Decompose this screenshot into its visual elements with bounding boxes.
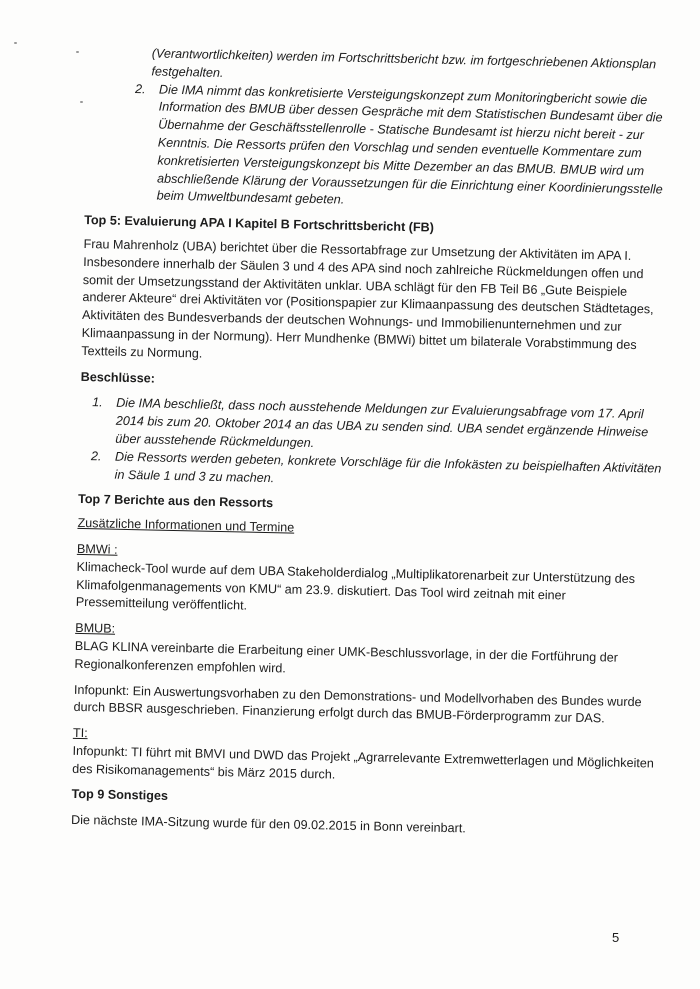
list-item-text: Die Ressorts werden gebeten, konkrete Vorschläge für die Infokästen zu beispielhaften Aktivitäten in Säule 1 und 3 zu machen. <box>114 449 662 485</box>
bmwi-label: BMWi : <box>76 541 118 557</box>
ti-paragraph: Infopunkt: TI führt mit BMVI und DWD das Projekt „Agrarrelevante Extremwetterlagen und Möglichkeiten des Risikomanagements“ bis März 2015 durch. <box>72 743 655 782</box>
list-item-text: Die IMA beschließt, dass noch ausstehende Meldungen zur Evaluierungsabfrage vom 17. April 2014 bis zum 20. Oktober 2014 an das UBA zu senden sind. UBA sendet ergänzende Hinweise über ausstehende Rückmeldungen. <box>115 396 649 450</box>
page-number: 5 <box>612 930 620 945</box>
list-number: 2. <box>134 81 146 96</box>
bmwi-paragraph: Klimacheck-Tool wurde auf dem UBA Stakeholderdialog „Multiplikatorenarbeit zur Unterstützung des Klimafolgenmanagements von KMU“ am 23.9. diskutiert. Das Tool wird zeitnah mit einer Pressemitteilung veröffentlicht. <box>75 559 636 613</box>
scan-speck <box>80 101 83 103</box>
zusatz-heading: Zusätzliche Informationen und Termine <box>77 516 295 535</box>
top5-heading: Top 5: Evaluierung APA I Kapitel B Fortschrittsbericht (FB) <box>84 213 435 235</box>
bmub-info-paragraph: Infopunkt: Ein Auswertungsvorhaben zu den Demonstrations- und Modellvorhaben des Bundes wurde durch BBSR ausgeschrieben. Finanzierung erfolgt durch das BMUB-Förderprogramm zur DAS. <box>73 682 642 726</box>
bmub-label: BMUB: <box>75 620 116 636</box>
continuation-text: (Verantwortlichkeiten) werden im Fortschrittsbericht bzw. im fortgeschriebenen Aktionsplan festgehalten. <box>151 46 657 80</box>
top9-heading: Top 9 Sonstiges <box>71 787 169 804</box>
top5-paragraph: Frau Mahrenholz (UBA) berichtet über die Ressortabfrage zur Umsetzung der Aktivitäten im APA I. Insbesondere innerhalb der Säulen 3 und 4 des APA sind noch zahlreiche Rückmeldungen offen und somit der Umsetzungsstand der Aktivitäten unklar. UBA schlägt für den FB Teil B6 „Gute Beispiele anderer Akteure“ drei Aktivitäten vor (Positionspapier zur Klimaanpassung des deutschen Städtetages, Aktivitäten des Bundesverbands der deutschen Wohnungs- und Immobilienunternehmen und zur Klimaanpassung in der Normung). Herr Mundhenke (BMWi) bittet um bilaterale Vorabstimmung des Textteils zu Normung. <box>81 236 654 361</box>
list-number: 2. <box>90 448 102 464</box>
list-item-text: Die IMA nimmt das konkretisierte Versteigungskonzept zum Monitoringbericht sowie die Information des BMUB über dessen Gespräche mit dem Statistischen Bundesamt über die Übernahme der Geschäftsstellenrolle - Statische Bundesamt ist hierzu nicht bereit - zur Kenntnis. Die Ressorts prüfen den Vorschlag und senden eventuelle Kommentare zum konkretisierten Versteigungskonzept bis Mitte Dezember an das BMUB. BMUB wird um abschließende Klärung der Voraussetzungen für die Einrichtung einer Koordinierungsstelle beim Umweltbundesamt gebeten. <box>156 82 663 208</box>
document-body <box>71 44 672 843</box>
scan-speck <box>76 51 79 53</box>
list-item <box>128 81 671 217</box>
top7-heading: Top 7 Berichte aus den Ressorts <box>77 492 274 511</box>
top9-paragraph: Die nächste IMA-Sitzung wurde für den 09.02.2015 in Bonn vereinbart. <box>70 813 466 836</box>
ti-label: TI: <box>72 725 88 741</box>
decision-list-top4 <box>85 80 672 217</box>
beschluesse-list <box>78 394 664 496</box>
beschluesse-heading: Beschlüsse: <box>80 369 156 386</box>
list-number: 1. <box>92 395 103 410</box>
scan-speck <box>14 42 17 44</box>
bmub-paragraph: BLAG KLINA vereinbarte die Erarbeitung einer UMK-Beschlussvorlage, in der die Fortführung der Regionalkonferenzen empfohlen wird. <box>74 638 619 676</box>
